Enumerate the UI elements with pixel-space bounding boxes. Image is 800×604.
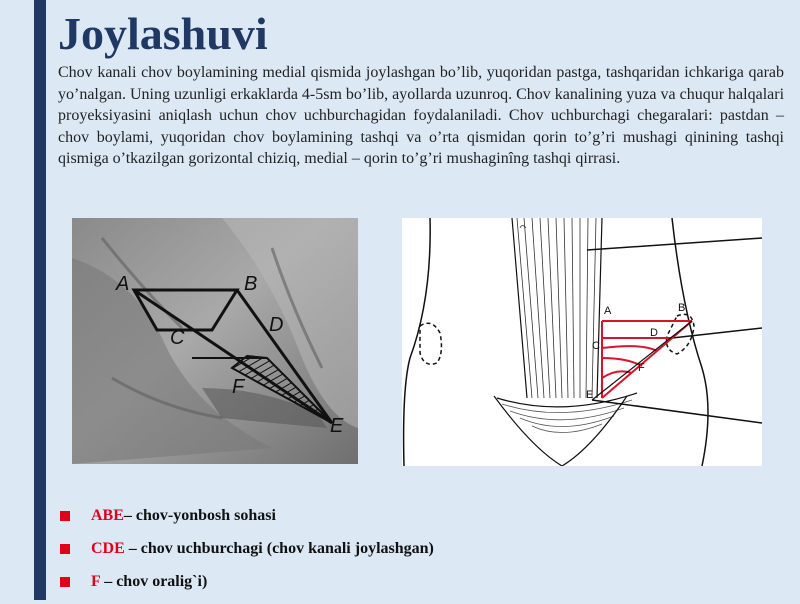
- slide-paragraph: Chov kanali chov boylamining medial qismida joylashgan bo’lib, yuqoridan pastga, tashqaridan ichkariga qarab yo’nalgan. Uning uzunligi erkaklarda 4-5sm bo’lib, ayollarda uzunroq. Chov kanalining yuza va chuqur halqalari proyeksiyasini aniqlash uchun chov uchburchagidan foydalaniladi. Chov uchburchagi chegaralari: pastdan – chov boylami, yuqoridan chov boylamining tashqi va o’rta qismidan qorin to’g’ri mushagi qinining tashqi qismiga o’tkazilgan gorizontal chiziq, medial – qorin to’g’ri mushaginîng tashqi qirrasi.: [58, 64, 785, 167]
- legend-text: – chov oralig`i): [100, 573, 208, 590]
- bullet-square-icon: [60, 544, 70, 554]
- photo-label-f: F: [232, 376, 245, 398]
- diagram-label-d: D: [650, 327, 658, 339]
- legend-text: – chov-yonbosh sohasi: [123, 507, 276, 524]
- diagram-label-a: A: [604, 305, 612, 317]
- photo-label-c: C: [170, 327, 185, 349]
- photo-label-d: D: [269, 314, 284, 336]
- anatomy-photo: [72, 218, 358, 464]
- legend-item: [58, 505, 758, 527]
- diagram-label-f: F: [638, 362, 645, 374]
- slide-title: Joylashuvi: [58, 8, 268, 59]
- legend-list: [58, 505, 758, 604]
- legend-item: [58, 571, 758, 593]
- sidebar-accent-bar: [34, 0, 46, 600]
- legend-item: [58, 538, 758, 560]
- photo-label-b: B: [244, 273, 258, 295]
- diagram-label-c: C: [592, 340, 600, 352]
- legend-key: CDE: [91, 540, 125, 557]
- photo-label-e: E: [330, 415, 344, 437]
- legend-key: F: [91, 573, 101, 590]
- photo-label-a: A: [116, 273, 130, 295]
- legend-key: ABE: [91, 507, 124, 524]
- bullet-square-icon: [60, 577, 70, 587]
- diagram-label-e: E: [586, 389, 594, 401]
- legend-text: – chov uchburchagi (chov kanali joylashgan): [124, 540, 434, 557]
- diagram-label-b: B: [678, 302, 686, 314]
- bullet-square-icon: [60, 511, 70, 521]
- anatomy-diagram: [402, 218, 762, 466]
